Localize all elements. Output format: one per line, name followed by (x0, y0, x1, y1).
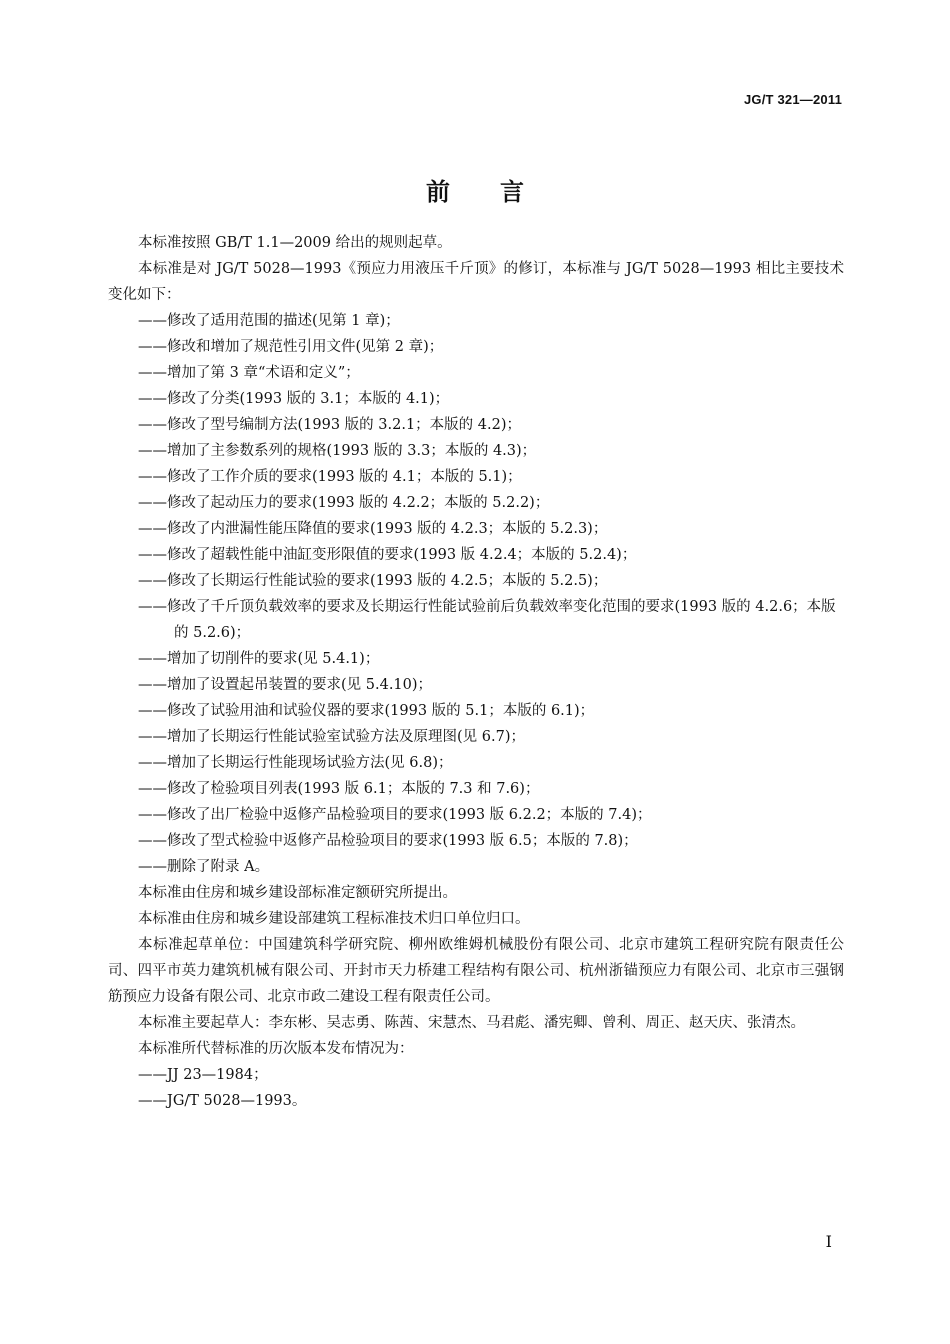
foreword-body (108, 230, 844, 1114)
paragraph: 本标准由住房和城乡建设部建筑工程标准技术归口单位归口。 (138, 911, 530, 927)
list-item: ——增加了长期运行性能现场试验方法(见 6.8)； (138, 755, 453, 771)
list-item: ——增加了长期运行性能试验室试验方法及原理图(见 6.7)； (138, 729, 525, 745)
list-item: ——修改了分类(1993 版的 3.1；本版的 4.1)； (138, 391, 450, 407)
page-title: 前言 (426, 178, 574, 206)
list-item: ——JG/T 5028—1993。 (138, 1093, 307, 1109)
list-item: ——修改了长期运行性能试验的要求(1993 版的 4.2.5；本版的 5.2.5)； (138, 573, 608, 589)
paragraph: 本标准由住房和城乡建设部标准定额研究所提出。 (138, 885, 457, 901)
list-item: ——修改了型号编制方法(1993 版的 3.2.1；本版的 4.2)； (138, 417, 521, 433)
changes-list (108, 308, 844, 880)
list-item: ——修改了千斤顶负载效率的要求及长期运行性能试验前后负载效率变化范围的要求(1993 版的 4.2.6；本版的 5.2.6)； (138, 599, 836, 641)
paragraph: 本标准主要起草人：李东彬、吴志勇、陈茜、宋慧杰、马君彪、潘宪卿、曾利、周正、赵天庆、张清杰。 (138, 1015, 805, 1031)
list-item: ——增加了主参数系列的规格(1993 版的 3.3；本版的 4.3)； (138, 443, 537, 459)
page-number: I (825, 1232, 832, 1251)
history-list (108, 1062, 844, 1114)
paragraph: 本标准按照 GB/T 1.1—2009 给出的规则起草。 (138, 235, 452, 251)
list-item: ——修改了超载性能中油缸变形限值的要求(1993 版 4.2.4；本版的 5.2.4)； (138, 547, 637, 563)
paragraph: 本标准所代替标准的历次版本发布情况为： (138, 1041, 414, 1057)
list-item: ——JJ 23—1984； (138, 1067, 268, 1083)
list-item: ——修改了起动压力的要求(1993 版的 4.2.2；本版的 5.2.2)； (138, 495, 550, 511)
list-item: ——修改了出厂检验中返修产品检验项目的要求(1993 版 6.2.2；本版的 7.4)； (138, 807, 652, 823)
list-item: ——修改和增加了规范性引用文件(见第 2 章)； (138, 339, 444, 355)
standard-code: JG/T 321—2011 (744, 92, 842, 107)
list-item: ——修改了检验项目列表(1993 版 6.1；本版的 7.3 和 7.6)； (138, 781, 540, 797)
list-item: ——增加了切削件的要求(见 5.4.1)； (138, 651, 380, 667)
list-item: ——修改了工作介质的要求(1993 版的 4.1；本版的 5.1)； (138, 469, 522, 485)
list-item: ——增加了设置起吊装置的要求(见 5.4.10)； (138, 677, 433, 693)
paragraph: 本标准起草单位：中国建筑科学研究院、柳州欧维姆机械股份有限公司、北京市建筑工程研究院有限责任公司、四平市英力建筑机械有限公司、开封市天力桥建工程结构有限公司、杭州浙锚预应力有限公司、北京市三强钢筋预应力设备有限公司、北京市政二建设工程有限责任公司。 (108, 937, 844, 1005)
paragraph: 本标准是对 JG/T 5028—1993《预应力用液压千斤顶》的修订，本标准与 JG/T 5028—1993 相比主要技术变化如下： (108, 261, 844, 303)
list-item: ——增加了第 3 章“术语和定义”； (138, 365, 360, 381)
list-item: ——修改了适用范围的描述(见第 1 章)； (138, 313, 400, 329)
list-item: ——修改了内泄漏性能压降值的要求(1993 版的 4.2.3；本版的 5.2.3)； (138, 521, 608, 537)
list-item: ——修改了型式检验中返修产品检验项目的要求(1993 版 6.5；本版的 7.8)； (138, 833, 638, 849)
list-item: ——删除了附录 A。 (138, 859, 270, 875)
list-item: ——修改了试验用油和试验仪器的要求(1993 版的 5.1；本版的 6.1)； (138, 703, 595, 719)
